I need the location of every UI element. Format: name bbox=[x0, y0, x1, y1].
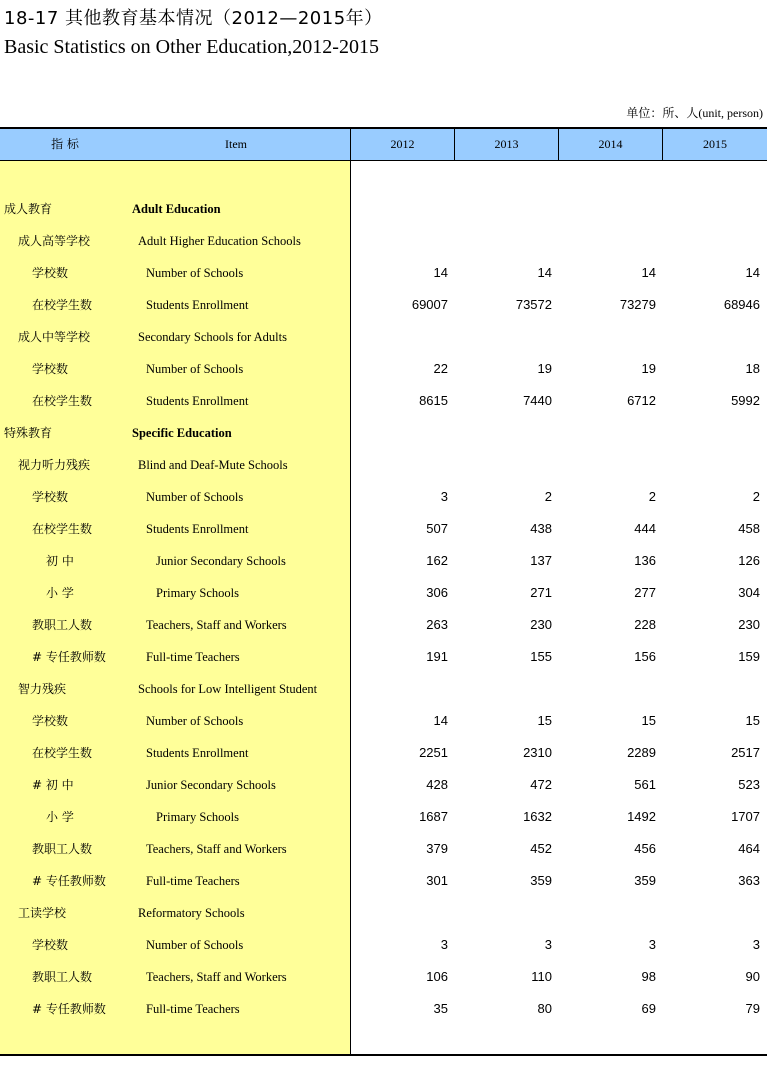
row-label-chinese: 视力听力残疾 bbox=[18, 458, 91, 472]
value-cell-2013: 452 bbox=[530, 841, 552, 856]
header-indicator: 指 标 bbox=[51, 137, 79, 151]
value-cell-2013: 7440 bbox=[523, 393, 552, 408]
value-cell-2012: 191 bbox=[426, 649, 448, 664]
row-label-english: Number of Schools bbox=[146, 490, 244, 504]
row-label-chinese: 学校数 bbox=[32, 362, 69, 376]
row-label-chinese: 工读学校 bbox=[18, 906, 67, 920]
table-row bbox=[0, 417, 767, 449]
row-label-chinese: 初 中 bbox=[46, 554, 74, 568]
value-cell-2013: 73572 bbox=[515, 297, 552, 312]
row-label-chinese: 学校数 bbox=[32, 938, 69, 952]
table-row bbox=[0, 545, 767, 577]
table-row bbox=[0, 961, 767, 993]
row-label-chinese: 学校数 bbox=[32, 266, 69, 280]
row-label-chinese: # 初 中 bbox=[32, 778, 74, 792]
value-cell-2012: 14 bbox=[433, 265, 448, 280]
value-cell-2012: 8615 bbox=[419, 393, 448, 408]
value-cell-2012: 14 bbox=[433, 713, 448, 728]
row-label-english: Teachers, Staff and Workers bbox=[146, 970, 287, 984]
value-cell-2014: 69 bbox=[641, 1001, 656, 1016]
value-cell-2015: 363 bbox=[738, 873, 760, 888]
value-cell-2012: 306 bbox=[426, 585, 448, 600]
value-cell-2015: 304 bbox=[738, 585, 760, 600]
row-label-chinese: 特殊教育 bbox=[4, 426, 53, 440]
page-title-english: Basic Statistics on Other Education,2012-2015 bbox=[4, 36, 379, 58]
row-label-chinese: # 专任教师数 bbox=[32, 650, 106, 664]
value-cell-2013: 14 bbox=[537, 265, 552, 280]
table-row bbox=[0, 513, 767, 545]
value-cell-2014: 228 bbox=[634, 617, 656, 632]
value-cell-2015: 2 bbox=[752, 489, 760, 504]
value-cell-2014: 2 bbox=[648, 489, 656, 504]
row-label-chinese: 小 学 bbox=[46, 586, 74, 600]
value-cell-2012: 263 bbox=[426, 617, 448, 632]
value-cell-2013: 137 bbox=[530, 553, 552, 568]
row-label-chinese: 小 学 bbox=[46, 810, 74, 824]
row-label-english: Junior Secondary Schools bbox=[146, 778, 276, 792]
value-cell-2013: 3 bbox=[544, 937, 552, 952]
value-cell-2014: 3 bbox=[648, 937, 656, 952]
row-label-chinese: 在校学生数 bbox=[32, 746, 93, 760]
row-label-english: Number of Schools bbox=[146, 938, 244, 952]
row-label-chinese: 在校学生数 bbox=[32, 298, 93, 312]
value-cell-2014: 98 bbox=[641, 969, 656, 984]
row-label-english: Students Enrollment bbox=[146, 522, 249, 536]
table-row bbox=[0, 865, 767, 897]
value-cell-2013: 2 bbox=[544, 489, 552, 504]
row-label-chinese: 教职工人数 bbox=[32, 970, 93, 984]
value-cell-2015: 68946 bbox=[723, 297, 760, 312]
unit-label-english: (unit, person) bbox=[698, 106, 763, 120]
row-label-chinese: 成人中等学校 bbox=[18, 330, 91, 344]
value-cell-2014: 73279 bbox=[619, 297, 656, 312]
row-label-english: Reformatory Schools bbox=[138, 906, 245, 920]
row-label-english: Primary Schools bbox=[156, 586, 239, 600]
table-row bbox=[0, 353, 767, 385]
row-label-chinese: 教职工人数 bbox=[32, 842, 93, 856]
value-cell-2015: 90 bbox=[745, 969, 760, 984]
row-label-english: Junior Secondary Schools bbox=[156, 554, 286, 568]
header-item: Item bbox=[225, 137, 247, 151]
table-row bbox=[0, 321, 767, 353]
value-cell-2013: 472 bbox=[530, 777, 552, 792]
row-label-english: Full-time Teachers bbox=[146, 650, 240, 664]
value-cell-2013: 19 bbox=[537, 361, 552, 376]
value-cell-2012: 3 bbox=[440, 489, 448, 504]
value-cell-2012: 301 bbox=[426, 873, 448, 888]
value-cell-2015: 126 bbox=[738, 553, 760, 568]
value-cell-2014: 359 bbox=[634, 873, 656, 888]
table-row bbox=[0, 225, 767, 257]
row-label-english: Number of Schools bbox=[146, 266, 244, 280]
value-cell-2014: 561 bbox=[634, 777, 656, 792]
header-year-2014: 2014 bbox=[598, 137, 623, 151]
row-label-english: Full-time Teachers bbox=[146, 1002, 240, 1016]
value-cell-2012: 35 bbox=[433, 1001, 448, 1016]
value-cell-2014: 456 bbox=[634, 841, 656, 856]
value-cell-2013: 1632 bbox=[523, 809, 552, 824]
row-label-english: Number of Schools bbox=[146, 714, 244, 728]
row-label-chinese: 智力残疾 bbox=[18, 682, 67, 696]
row-label-chinese: 成人教育 bbox=[4, 202, 53, 216]
row-label-english: Schools for Low Intelligent Student bbox=[138, 682, 318, 696]
value-cell-2012: 379 bbox=[426, 841, 448, 856]
row-label-english: Students Enrollment bbox=[146, 298, 249, 312]
row-label-english: Adult Education bbox=[132, 202, 221, 216]
row-label-english: Number of Schools bbox=[146, 362, 244, 376]
table-header-rule bbox=[0, 160, 767, 161]
value-cell-2012: 3 bbox=[440, 937, 448, 952]
table-row bbox=[0, 801, 767, 833]
value-cell-2015: 523 bbox=[738, 777, 760, 792]
value-cell-2013: 15 bbox=[537, 713, 552, 728]
row-label-english: Students Enrollment bbox=[146, 394, 249, 408]
value-cell-2015: 2517 bbox=[731, 745, 760, 760]
value-cell-2014: 444 bbox=[634, 521, 656, 536]
row-label-english: Adult Higher Education Schools bbox=[138, 234, 301, 248]
row-label-chinese: # 专任教师数 bbox=[32, 1002, 106, 1016]
table-row bbox=[0, 257, 767, 289]
unit-label bbox=[626, 104, 763, 121]
row-label-english: Specific Education bbox=[132, 426, 232, 440]
value-cell-2015: 15 bbox=[745, 713, 760, 728]
table-row bbox=[0, 769, 767, 801]
row-label-english: Blind and Deaf-Mute Schools bbox=[138, 458, 288, 472]
table-row bbox=[0, 705, 767, 737]
row-label-chinese: # 专任教师数 bbox=[32, 874, 106, 888]
row-label-chinese: 在校学生数 bbox=[32, 522, 93, 536]
table-row bbox=[0, 481, 767, 513]
unit-label-chinese: 单位：所、人 bbox=[626, 106, 699, 120]
value-cell-2012: 69007 bbox=[411, 297, 448, 312]
table-row bbox=[0, 385, 767, 417]
row-label-chinese: 教职工人数 bbox=[32, 618, 93, 632]
value-cell-2015: 159 bbox=[738, 649, 760, 664]
row-label-english: Teachers, Staff and Workers bbox=[146, 618, 287, 632]
table-row bbox=[0, 609, 767, 641]
header-year-2013: 2013 bbox=[494, 137, 519, 151]
table-row bbox=[0, 577, 767, 609]
value-cell-2015: 230 bbox=[738, 617, 760, 632]
value-cell-2015: 458 bbox=[738, 521, 760, 536]
value-cell-2012: 428 bbox=[426, 777, 448, 792]
row-label-english: Students Enrollment bbox=[146, 746, 249, 760]
row-label-english: Primary Schools bbox=[156, 810, 239, 824]
value-cell-2015: 5992 bbox=[731, 393, 760, 408]
value-cell-2014: 2289 bbox=[627, 745, 656, 760]
value-cell-2014: 6712 bbox=[627, 393, 656, 408]
table-row bbox=[0, 673, 767, 705]
value-cell-2012: 22 bbox=[433, 361, 448, 376]
value-cell-2013: 230 bbox=[530, 617, 552, 632]
table-row bbox=[0, 897, 767, 929]
header-year-2015: 2015 bbox=[703, 137, 727, 151]
row-label-english: Full-time Teachers bbox=[146, 874, 240, 888]
value-cell-2015: 1707 bbox=[731, 809, 760, 824]
value-cell-2015: 464 bbox=[738, 841, 760, 856]
value-cell-2015: 79 bbox=[745, 1001, 760, 1016]
value-cell-2013: 271 bbox=[530, 585, 552, 600]
value-cell-2014: 14 bbox=[641, 265, 656, 280]
value-cell-2014: 15 bbox=[641, 713, 656, 728]
value-cell-2014: 136 bbox=[634, 553, 656, 568]
table-row bbox=[0, 641, 767, 673]
page-title-chinese: 18-17 其他教育基本情况（2012—2015年） bbox=[4, 8, 383, 29]
value-cell-2014: 19 bbox=[641, 361, 656, 376]
table-row bbox=[0, 737, 767, 769]
value-cell-2012: 106 bbox=[426, 969, 448, 984]
value-cell-2013: 155 bbox=[530, 649, 552, 664]
header-year-2012: 2012 bbox=[390, 137, 415, 151]
row-label-chinese: 学校数 bbox=[32, 490, 69, 504]
value-cell-2013: 80 bbox=[537, 1001, 552, 1016]
table-row bbox=[0, 833, 767, 865]
value-cell-2012: 2251 bbox=[419, 745, 448, 760]
row-label-english: Teachers, Staff and Workers bbox=[146, 842, 287, 856]
value-cell-2015: 18 bbox=[745, 361, 760, 376]
value-cell-2012: 507 bbox=[426, 521, 448, 536]
value-cell-2013: 359 bbox=[530, 873, 552, 888]
row-label-english: Secondary Schools for Adults bbox=[138, 330, 287, 344]
table-row bbox=[0, 929, 767, 961]
value-cell-2012: 162 bbox=[426, 553, 448, 568]
value-cell-2014: 1492 bbox=[627, 809, 656, 824]
table-bottom-rule bbox=[0, 1054, 767, 1056]
table-row bbox=[0, 289, 767, 321]
value-cell-2014: 156 bbox=[634, 649, 656, 664]
value-cell-2012: 1687 bbox=[419, 809, 448, 824]
row-label-chinese: 成人高等学校 bbox=[18, 234, 91, 248]
row-label-chinese: 学校数 bbox=[32, 714, 69, 728]
value-cell-2013: 110 bbox=[531, 969, 552, 984]
value-cell-2015: 3 bbox=[752, 937, 760, 952]
value-cell-2014: 277 bbox=[634, 585, 656, 600]
value-cell-2015: 14 bbox=[745, 265, 760, 280]
table-row bbox=[0, 449, 767, 481]
row-label-chinese: 在校学生数 bbox=[32, 394, 93, 408]
value-cell-2013: 438 bbox=[530, 521, 552, 536]
table-row bbox=[0, 193, 767, 225]
table-row bbox=[0, 993, 767, 1025]
value-cell-2013: 2310 bbox=[523, 745, 552, 760]
